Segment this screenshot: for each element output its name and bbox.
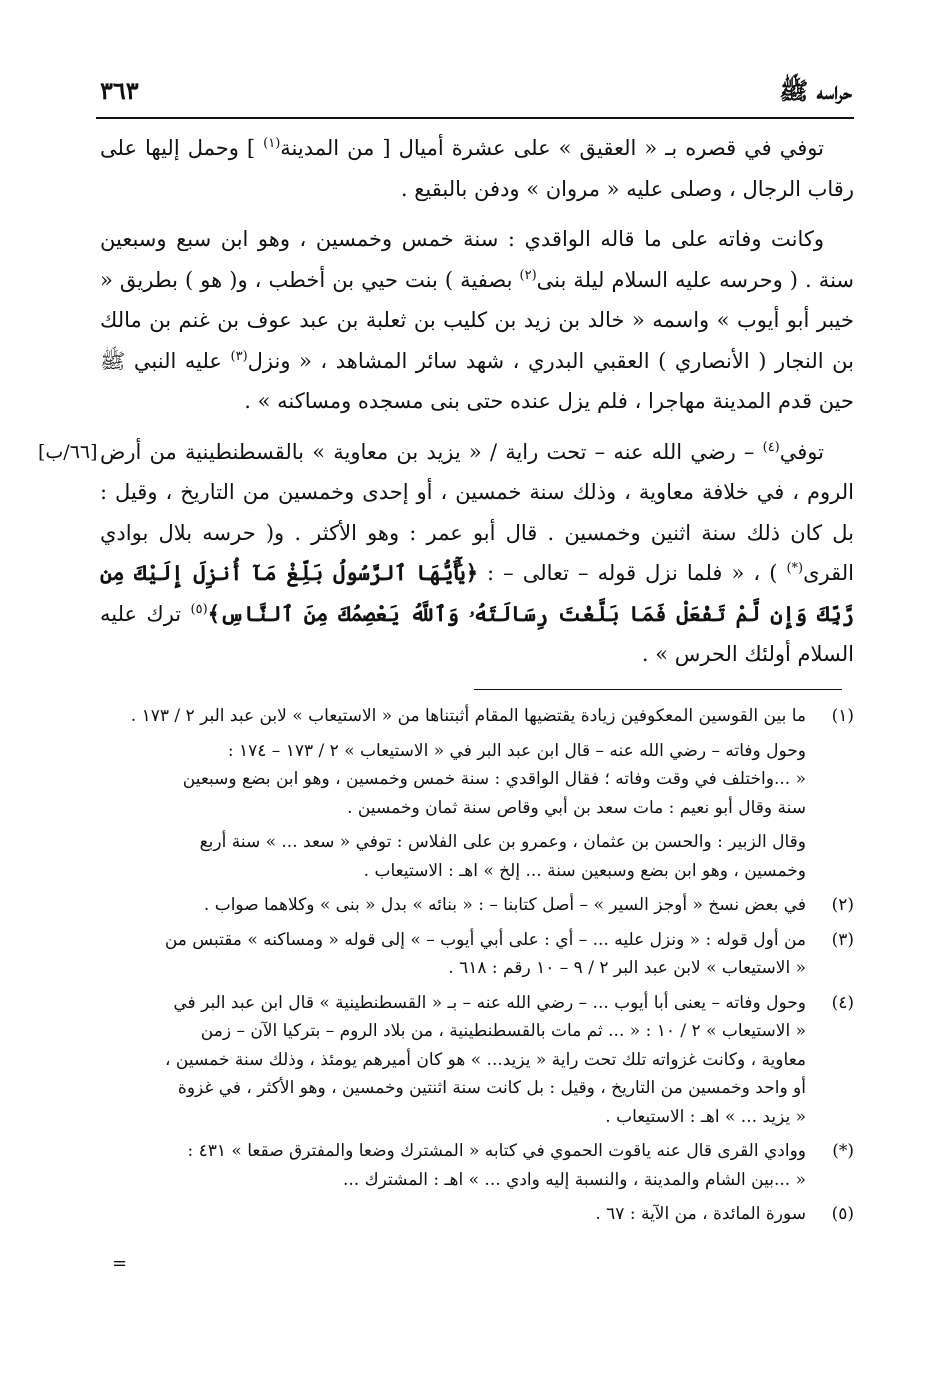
footnote-line: « يزيد ... » اهـ : الاستيعاب . (605, 1106, 806, 1127)
footnote-line: وخمسين ، وهو ابن بضع وسبعين سنة ... إلخ » اهـ : الاستيعاب . (363, 860, 806, 881)
footnote-marker-2: (٢) (519, 267, 537, 283)
footnote-line: وحول وفاته – رضي الله عنه – قال ابن عبد البر في « الاستيعاب » ٢ / ١٧٣ – ١٧٤ : (227, 740, 806, 761)
text-run: توفي (779, 439, 824, 464)
footnote-line: « الاستيعاب » لابن عبد البر ٢ / ٩ – ١٠ رقم : ٦١٨ . (448, 958, 806, 978)
text-run: عليه النبي ﷺ حين قدم المدينة مهاجرا ، فلم يزل عنده حتى بنى مسجده ومساكنه » . (100, 348, 854, 413)
footnote-4 (100, 989, 854, 1132)
footnote-marker-4: (٤) (762, 439, 780, 455)
footnote-line: أو واحد وخمسين من التاريخ ، وقيل : بل كانت سنة اثنتين وخمسين ، وهو الأكثر ، في غزوة (177, 1078, 806, 1098)
page-number: ٣٦٣ (100, 76, 139, 105)
paragraph-1 (100, 128, 854, 209)
footnote-number: (٤) (831, 992, 854, 1013)
footnote-line: « ...بين الشام والمدينة ، والنسبة إليه وادي ... » اهـ : المشترك ... (342, 1169, 806, 1190)
footnote-marker-5: (٥) (190, 601, 208, 617)
footnote-number: (٢) (831, 895, 854, 915)
header-rule (96, 117, 854, 119)
footnote-marker-3: (٣) (230, 348, 248, 364)
footnotes (100, 702, 854, 1235)
footnote-line: من أول قوله : « ونزل عليه ... – أي : على أبي أيوب – » إلى قوله « ومساكنه » مقتبس من (164, 929, 806, 950)
footnote-number: (٣) (831, 929, 854, 950)
footnote-number: (١) (831, 706, 854, 726)
footnote-line: « ...واختلف في وقت وفاته ؛ فقال الواقدي : سنة خمس وخمسين ، وهو ابن بضع وسبعين (182, 769, 806, 789)
footnote-line: « الاستيعاب » ٢ / ١٠ : « ... ثم مات بالقسطنطينية ، من بلاد الروم – بتركيا الآن – زمن (200, 1021, 806, 1041)
text-run: بصفية ) بنت حيي بن أخطب ، و( هو ) بطريق « خيبر أبو أيوب » واسمه « خالد بن زيد بن كليب بن ثعلبة بن عبد عوف بن غنم بن مالك بن النجار ( الأنصاري ) العقبي البدري ، شهد سائر المشاهد ، « ونزل (100, 267, 854, 373)
quran-verse: ﴿يَٰٓأَيُّهَا ٱلرَّسُولُ بَلِّغْ مَآ أُنزِلَ إِلَيْكَ مِن رَّبِّكَ وَإِن لَّمْ تَفْعَلْ فَمَا بَلَّغْتَ رِسَالَتَهُۥ وَٱللَّهُ يَعْصِمُكَ مِنَ ٱلنَّاسِ﴾ (100, 560, 854, 626)
text-run: – رضي الله عنه – تحت راية / « يزيد بن معاوية » بالقسطنطينية من أرض الروم ، في خلافة معاوية ، وذلك سنة خمسين ، أو إحدى وخمسين من التاريخ ، وقيل : بل كان ذلك سنة اثنين وخمسين . قال أبو عمر : وهو الأكثر . و( حرسه بلال بوادي القرى (100, 439, 854, 585)
manuscript-folio-ref: [٦٦/ب] (38, 440, 98, 463)
footnote-5 (100, 1200, 854, 1229)
continuation-mark: = (112, 1253, 128, 1274)
footnote-line: سنة وقال أبو نعيم : مات سعد بن أبي وقاص سنة ثمان وخمسين . (347, 797, 806, 818)
footnote-star (100, 1137, 854, 1194)
paragraph-2 (100, 219, 854, 422)
footnote-line: وحول وفاته – يعنى أبا أيوب ... – رضي الله عنه – بـ « القسطنطينية » قال ابن عبد البر في (173, 992, 806, 1013)
footnote-1 (100, 702, 854, 885)
footnote-line: ما بين القوسين المعكوفين زيادة يقتضيها المقام أثبتناها من « الاستيعاب » لابن عبد البر ٢ / ١٧٣ . (130, 706, 806, 726)
footnote-3 (100, 926, 854, 983)
text-run: ) ، « فلما نزل قوله – تعالى – : (478, 561, 787, 585)
footnote-separator (474, 689, 842, 690)
main-text (38, 128, 854, 685)
chapter-title: حراسه ﷺ (779, 76, 852, 105)
footnote-line: معاوية ، وكانت غزواته تلك تحت راية « يزيد... » هو كان أميرهم يومئذ ، وذلك سنة خمسين ، (164, 1049, 806, 1070)
footnote-line: سورة المائدة ، من الآية : ٦٧ . (595, 1204, 806, 1224)
text-run: ] وحمل إليها على رقاب الرجال ، وصلى عليه « مروان » ودفن بالبقيع . (100, 136, 854, 201)
footnote-number: (٥) (831, 1204, 854, 1224)
footnote-number: (*) (832, 1141, 854, 1161)
text-run: وكانت وفاته على ما قاله الواقدي : سنة خمس وخمسين ، وهو ابن سبع وسبعين سنة . ( وحرسه عليه السلام ليلة بنى (100, 227, 854, 292)
footnote-marker-1: (١) (263, 136, 281, 151)
footnote-line: ووادي القرى قال عنه ياقوت الحموي في كتابه « المشترك وضعا والمفترق صقعا » ٤٣١ : (187, 1141, 806, 1161)
paragraph-3 (38, 432, 854, 675)
text-run: ترك عليه السلام أولئك الحرس » . (100, 601, 854, 666)
text-run: توفي في قصره بـ « العقيق » على عشرة أميال [ من المدينة (280, 136, 824, 160)
footnote-line: في بعض نسخ « أوجز السير » – أصل كتابنا – : « بنائه » بدل « بنى » وكلاهما صواب . (203, 895, 806, 915)
footnote-line: وقال الزبير : والحسن بن عثمان ، وعمرو بن على الفلاس : توفي « سعد ... » سنة أربع (199, 832, 806, 852)
footnote-marker-star: (*) (786, 561, 804, 576)
running-header (100, 70, 852, 116)
footnote-2 (100, 891, 854, 920)
